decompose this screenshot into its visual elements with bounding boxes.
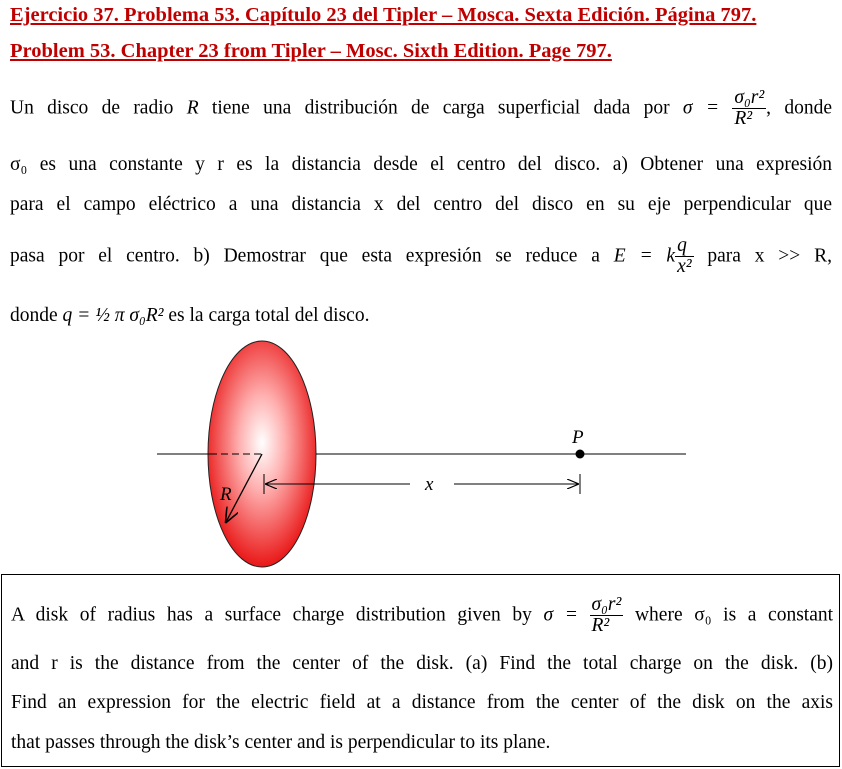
title-spanish: Ejercicio 37. Problema 53. Capítulo 23 del Tipler – Mosca. Sexta Edición. Página 797. xyxy=(10,4,757,26)
es-line-3: para el campo eléctrico a una distancia x del centro del disco en su eje perpendicular que xyxy=(10,194,832,215)
es-line-2: σ₀ es una constante y r es la distancia desde el centro del disco. a) Obtener una expresión xyxy=(10,154,832,175)
es-line-4: pasa por el centro. b) Demostrar que esta expresión se reduce a E = k $\frac{q}{\text{x²}}$ para x >> R, xyxy=(10,235,832,278)
label-P: P xyxy=(572,427,584,448)
field-equation: E = k xyxy=(613,245,676,267)
en-line-1: A disk of radius has a surface charge distribution given by σ = $\frac{\text{σ₀r²}}{\text{R²}}$ where σ₀ is a constant xyxy=(11,594,834,637)
point-P xyxy=(576,450,585,459)
es-line-1: Un disco de radio R tiene una distribución de carga superficial dada por σ = $\frac{\text{σ₀r²}}{\text{R²}}$ , donde xyxy=(10,87,833,130)
sigma-equation: σ = xyxy=(682,97,720,119)
english-problem-box xyxy=(1,574,840,767)
en-line-2: and r is the distance from the center of the disk. (a) Find the total charge on the disk. (b) xyxy=(11,653,833,674)
en-line-3: Find an expression for the electric field at a distance from the center of the disk on the axis xyxy=(11,692,833,713)
charge-equation: q = ½ π σ₀R² xyxy=(62,305,164,326)
es-line-5: donde q = ½ π σ₀R² es la carga total del disco. xyxy=(10,305,370,326)
en-sigma-fraction: $\frac{\text{σ₀r²}}{\text{R²}}$ xyxy=(591,594,622,637)
en-line-4: that passes through the disk’s center and is perpendicular to its plane. xyxy=(11,732,551,753)
field-fraction: $\frac{q}{\text{x²}}$ xyxy=(677,235,692,278)
label-R: R xyxy=(220,484,232,505)
label-x: x xyxy=(425,474,434,495)
title-english: Problem 53. Chapter 23 from Tipler – Mosc. Sixth Edition. Page 797. xyxy=(10,40,612,62)
sigma-fraction: $\frac{\text{σ₀r²}}{\text{R²}}$ xyxy=(734,87,765,130)
